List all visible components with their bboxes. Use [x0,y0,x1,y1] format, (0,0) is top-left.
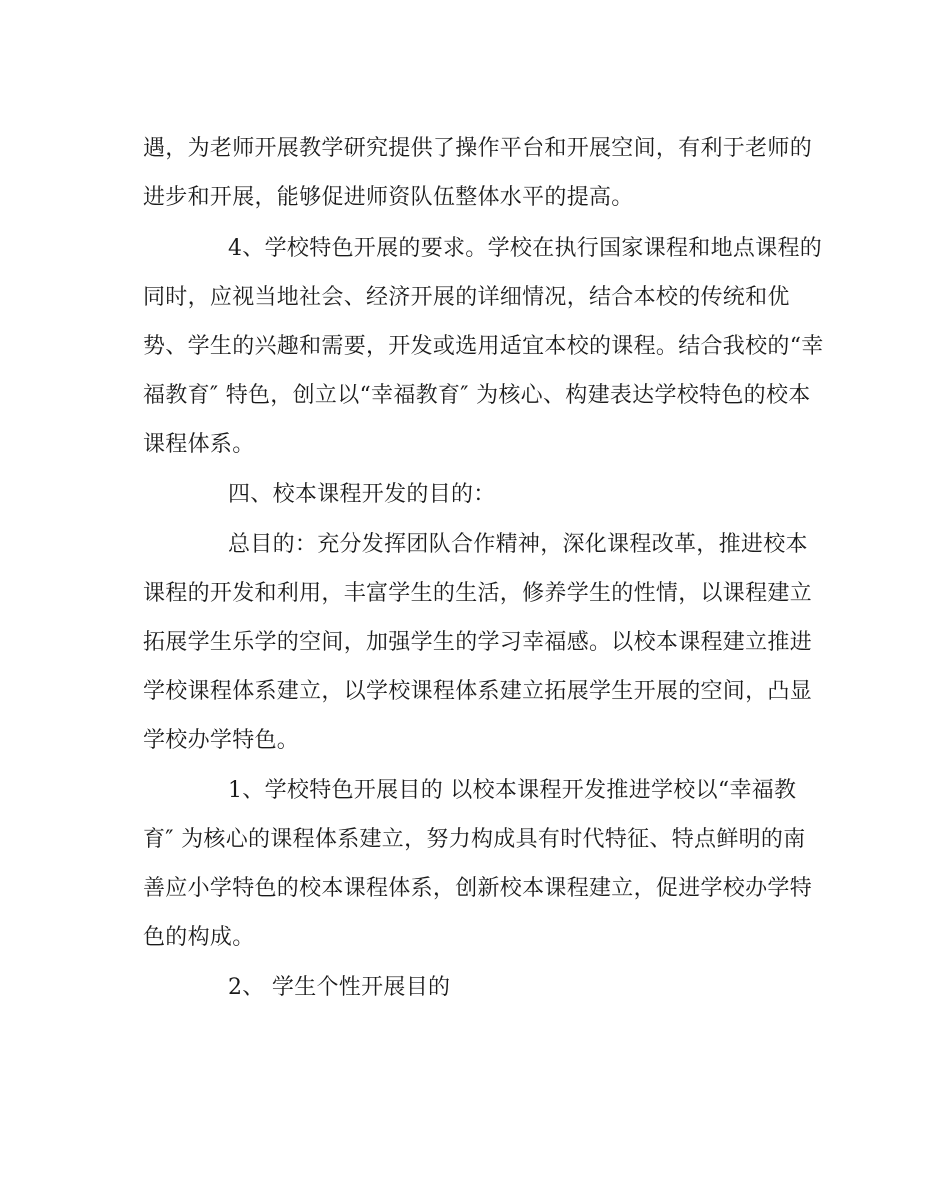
text-line: 育″ 为核心的课程体系建立，努力构成具有时代特征、特点鲜明的南 [143,827,806,852]
paragraph-overall-goal [143,520,812,765]
paragraph-student-development-goal [143,963,450,1012]
text-line: 1、学校特色开展目的 以校本课程开发推进学校以“幸福教 [228,778,797,803]
paragraph-school-feature-requirement [143,224,824,469]
text-line: 拓展学生乐学的空间，加强学生的学习幸福感。以校本课程建立推进 [143,630,813,655]
text-line: 课程体系。 [143,432,255,457]
text-line: 势、学生的兴趣和需要，开发或选用适宜本校的课程。结合我校的“幸 [143,334,824,359]
section-heading [143,470,496,519]
text-line: 进步和开展，能够促进师资队伍整体水平的提高。 [143,185,634,210]
text-line: 课程的开发和利用，丰富学生的生活，修养学生的性情，以课程建立 [143,581,813,606]
text-line: 色的构成。 [143,925,255,950]
text-line: 遇，为老师开展教学研究提供了操作平台和开展空间，有利于老师的 [143,136,813,161]
text-line: 同时，应视当地社会、经济开展的详细情况，结合本校的传统和优 [143,285,790,310]
text-line: 福教育″ 特色，创立以“幸福教育″ 为核心、构建表达学校特色的校本 [143,383,811,408]
text-line: 2、 学生个性开展目的 [228,975,451,1000]
text-line: 学校课程体系建立，以学校课程体系建立拓展学生开展的空间，凸显 [143,679,813,704]
text-line: 总目的：充分发挥团队合作精神，深化课程改革，推进校本 [228,532,808,557]
paragraph-continuation [143,124,812,222]
text-line: 学校办学特色。 [143,728,300,753]
text-line: 善应小学特色的校本课程体系，创新校本课程建立，促进学校办学特 [143,876,813,901]
paragraph-school-feature-goal [143,766,812,962]
heading-line: 四、校本课程开发的目的： [228,482,496,507]
text-line: 4、学校特色开展的要求。学校在执行国家课程和地点课程的 [228,236,823,261]
